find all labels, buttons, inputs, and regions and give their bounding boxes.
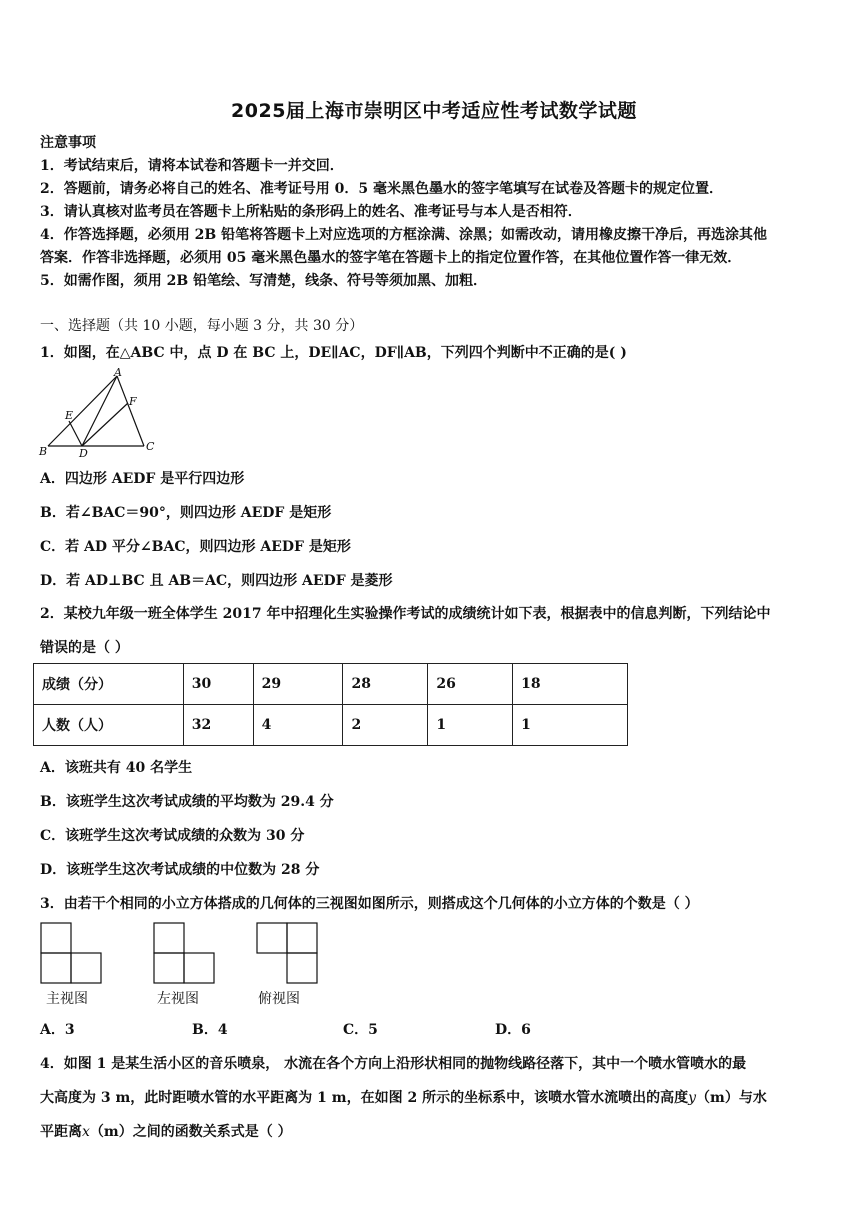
vertex-label-e: E — [65, 409, 74, 422]
table-cell: 26 — [428, 664, 513, 705]
table-cell: 30 — [183, 664, 253, 705]
page-title: 2025届上海市崇明区中考适应性考试数学试题 — [231, 100, 637, 122]
vertex-label-f: F — [129, 395, 137, 408]
top-view-label: 俯视图 — [258, 991, 300, 1007]
q2-option-b: B．该班学生这次考试成绩的平均数为 29.4 分 — [40, 794, 334, 810]
table-cell: 人数（人） — [34, 705, 184, 746]
notice-item: 1．考试结束后，请将本试卷和答题卡一并交回． — [40, 158, 344, 174]
table-row — [34, 664, 628, 705]
side-view-figure — [153, 922, 217, 986]
notice-heading: 注意事项 — [40, 135, 96, 151]
variable-x: x — [82, 1124, 90, 1140]
q4-line2-text-end: （m）与水 — [696, 1090, 767, 1106]
vertex-label-d: D — [79, 447, 88, 458]
q3-option-d: D．6 — [495, 1022, 531, 1038]
q1-option-d: D．若 AD⊥BC 且 AB＝AC，则四边形 AEDF 是菱形 — [40, 573, 393, 589]
q1-option-a: A．四边形 AEDF 是平行四边形 — [40, 471, 245, 487]
section-heading: 一、选择题（共 10 小题，每小题 3 分，共 30 分） — [40, 318, 364, 334]
side-view-label: 左视图 — [157, 991, 199, 1007]
table-cell: 18 — [513, 664, 628, 705]
q1-option-c: C．若 AD 平分∠BAC，则四边形 AEDF 是矩形 — [40, 539, 351, 555]
q4-line3 — [40, 1121, 292, 1141]
table-cell: 32 — [183, 705, 253, 746]
notice-item: 5．如需作图，须用 2B 铅笔绘、写清楚，线条、符号等须加黑、加粗． — [40, 273, 488, 289]
table-cell: 2 — [343, 705, 428, 746]
table-cell: 1 — [428, 705, 513, 746]
q2-option-a: A．该班共有 40 名学生 — [40, 760, 193, 776]
table-cell: 1 — [513, 705, 628, 746]
q2-stem-line2: 错误的是（ ） — [40, 640, 129, 656]
q1-stem: 1．如图，在△ABC 中，点 D 在 BC 上，DE∥AC，DF∥AB，下列四个判断中不正确的是( ) — [40, 345, 627, 361]
q3-option-a: A．3 — [40, 1022, 75, 1038]
table-cell: 4 — [253, 705, 343, 746]
table-cell: 28 — [343, 664, 428, 705]
vertex-label-c: C — [146, 440, 155, 453]
q2-option-c: C．该班学生这次考试成绩的众数为 30 分 — [40, 828, 305, 844]
variable-y: y — [688, 1090, 697, 1106]
top-view-figure — [256, 922, 320, 986]
q1-option-b: B．若∠BAC＝90°，则四边形 AEDF 是矩形 — [40, 505, 332, 521]
table-cell: 29 — [253, 664, 343, 705]
q2-option-d: D．该班学生这次考试成绩的中位数为 28 分 — [40, 862, 320, 878]
q3-stem: 3．由若干个相同的小立方体搭成的几何体的三视图如图所示，则搭成这个几何体的小立方体的个数是（ ） — [40, 896, 699, 912]
q2-stem-line1: 2．某校九年级一班全体学生 2017 年中招理化生实验操作考试的成绩统计如下表，根据表中的信息判断，下列结论中 — [40, 606, 771, 622]
front-view-figure — [40, 922, 104, 986]
q4-line2-text: 大高度为 3 m，此时距喷水管的水平距离为 1 m，在如图 2 所示的坐标系中，该喷水管水流喷出的高度 — [40, 1090, 689, 1106]
score-table — [33, 663, 628, 746]
table-row — [34, 705, 628, 746]
q3-option-c: C．5 — [343, 1022, 378, 1038]
q4-line2 — [40, 1087, 767, 1107]
q4-line3-text: 平距离 — [40, 1124, 82, 1140]
table-cell: 成绩（分） — [34, 664, 184, 705]
notice-item: 3．请认真核对监考员在答题卡上所粘贴的条形码上的姓名、准考证号与本人是否相符． — [40, 204, 582, 220]
notice-item: 4．作答选择题，必须用 2B 铅笔将答题卡上对应选项的方框涂满、涂黑；如需改动，请用橡皮擦干净后，再选涂其他 — [40, 227, 768, 243]
triangle-figure — [36, 366, 162, 458]
q4-line1: 4．如图 1 是某生活小区的音乐喷泉， 水流在各个方向上沿形状相同的抛物线路径落下，其中一个喷水管喷水的最 — [40, 1056, 747, 1072]
notice-item: 答案．作答非选择题，必须用 05 毫米黑色墨水的签字笔在答题卡上的指定位置作答，在其他位置作答一律无效． — [40, 250, 742, 266]
q4-line3-text-end: （m）之间的函数关系式是（ ） — [89, 1124, 292, 1140]
front-view-label: 主视图 — [46, 991, 88, 1007]
vertex-label-b: B — [39, 445, 48, 458]
vertex-label-a: A — [114, 366, 122, 379]
q3-option-b: B．4 — [192, 1022, 228, 1038]
notice-item: 2．答题前，请务必将自己的姓名、准考证号用 0．5 毫米黑色墨水的签字笔填写在试卷及答题卡的规定位置． — [40, 181, 723, 197]
